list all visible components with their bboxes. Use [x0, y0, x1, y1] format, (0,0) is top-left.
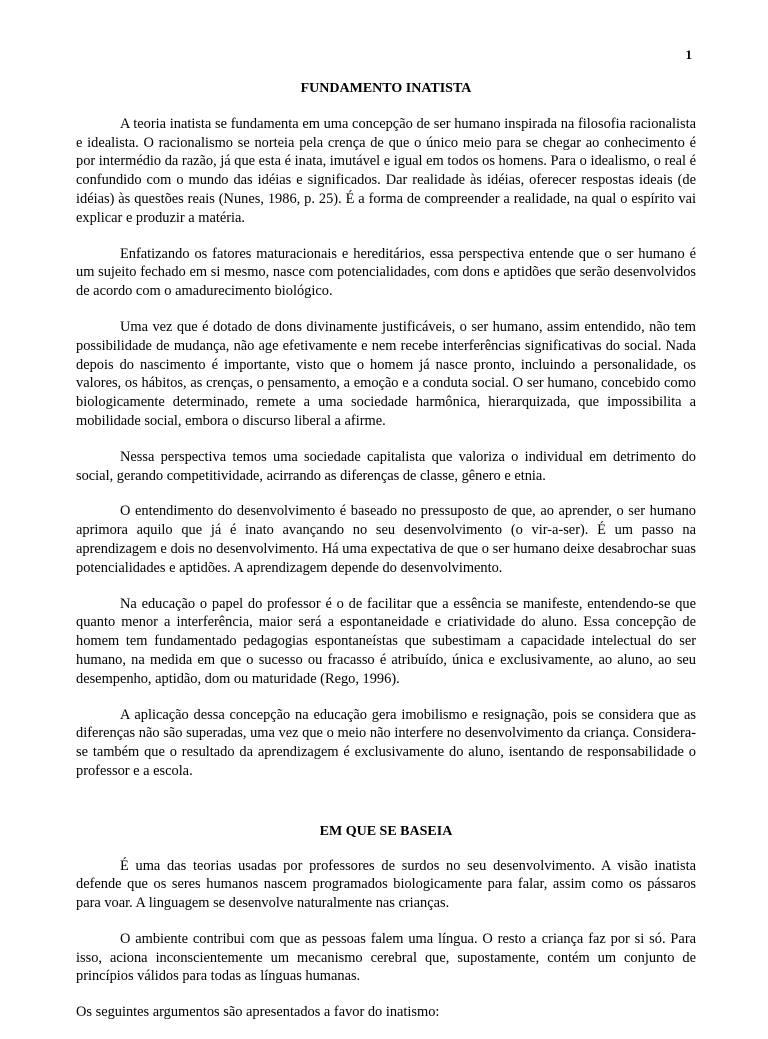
paragraph: O entendimento do desenvolvimento é baseado no pressuposto de que, ao aprender, o ser humano aprimora aquilo que já é inato avançando no seu desenvolvimento (o vir-a-ser). É um passo na aprendizagem e dois no desenvolvimento. Há uma expectativa de que o ser humano deixe desabrochar suas potencialidades e aptidões. A aprendizagem depende do desenvolvimento.	[76, 503, 696, 576]
section-heading-fundamento-inatista: FUNDAMENTO INATISTA	[300, 81, 472, 96]
document-body	[76, 80, 696, 1039]
paragraph: Enfatizando os fatores maturacionais e hereditários, essa perspectiva entende que o ser humano é um sujeito fechado em si mesmo, nasce com potencialidades, com dons e aptidões que serão desenvolvidos de acordo com o amadurecimento biológico.	[76, 245, 696, 300]
paragraph: O ambiente contribui com que as pessoas falem uma língua. O resto a criança faz por si só. Para isso, aciona inconscientemente um mecanismo cerebral que, supostamente, contém um conjunto de princípios válidos para todas as línguas humanas.	[76, 930, 696, 985]
paragraph: É uma das teorias usadas por professores de surdos no seu desenvolvimento. A visão inatista defende que os seres humanos nascem programados biologicamente para falar, assim como os pássaros para voar. A linguagem se desenvolve naturalmente nas crianças.	[76, 857, 696, 912]
section-heading-em-que-se-baseia: EM QUE SE BASEIA	[319, 823, 453, 839]
paragraph: A aplicação dessa concepção na educação gera imobilismo e resignação, pois se considera que as diferenças não são superadas, uma vez que o meio não interfere no desenvolvimento da criança. Considera-se também que o resultado da aprendizagem é exclusivamente do aluno, isentando de responsabilidade o professor e a escola.	[76, 706, 696, 779]
paragraph: A teoria inatista se fundamenta em uma concepção de ser humano inspirada na filosofia racionalista e idealista. O racionalismo se norteia pela crença de que o único meio para se chegar ao conhecimento é por intermédio da razão, já que esta é inata, imutável e igual em todos os homens. Para o idealismo, o real é confundido com o mundo das idéias e significados. Dar realidade às idéias, oferecer respostas ideais (de idéias) às questões reais (Nunes, 1986, p. 25). É a forma de compreender a realidade, na qual o espírito vai explicar e produzir a matéria.	[76, 115, 696, 226]
paragraph: Uma vez que é dotado de dons divinamente justificáveis, o ser humano, assim entendido, não tem possibilidade de mudança, não age efetivamente e nem recebe interferências significativas do social. Nada depois do nascimento é importante, visto que o homem já nasce pronto, incluindo a personalidade, os valores, os hábitos, as crenças, o pensamento, a emoção e a conduta social. O ser humano, concebido como biologicamente determinado, remete a uma sociedade harmônica, hierarquizada, que impossibilita a mobilidade social, embora o discurso liberal a afirme.	[76, 318, 696, 429]
paragraph: Na educação o papel do professor é o de facilitar que a essência se manifeste, entendendo-se que quanto menor a interferência, maior será a espontaneidade e criatividade do aluno. Essa concepção de homem tem fundamentado pedagogias espontaneístas que subestimam a capacidade intelectual do ser humano, na medida em que o sucesso ou fracasso é atribuído, única e exclusivamente, ao aluno, ao seu desempenho, aptidão, dom ou maturidade (Rego, 1996).	[76, 595, 696, 687]
page-number: 1	[685, 47, 692, 62]
closing-line: Os seguintes argumentos são apresentados a favor do inatismo:	[76, 1004, 440, 1021]
paragraph: Nessa perspectiva temos uma sociedade capitalista que valoriza o individual em detrimento do social, gerando competitividade, acirrando as diferenças de classe, gênero e etnia.	[76, 448, 696, 484]
